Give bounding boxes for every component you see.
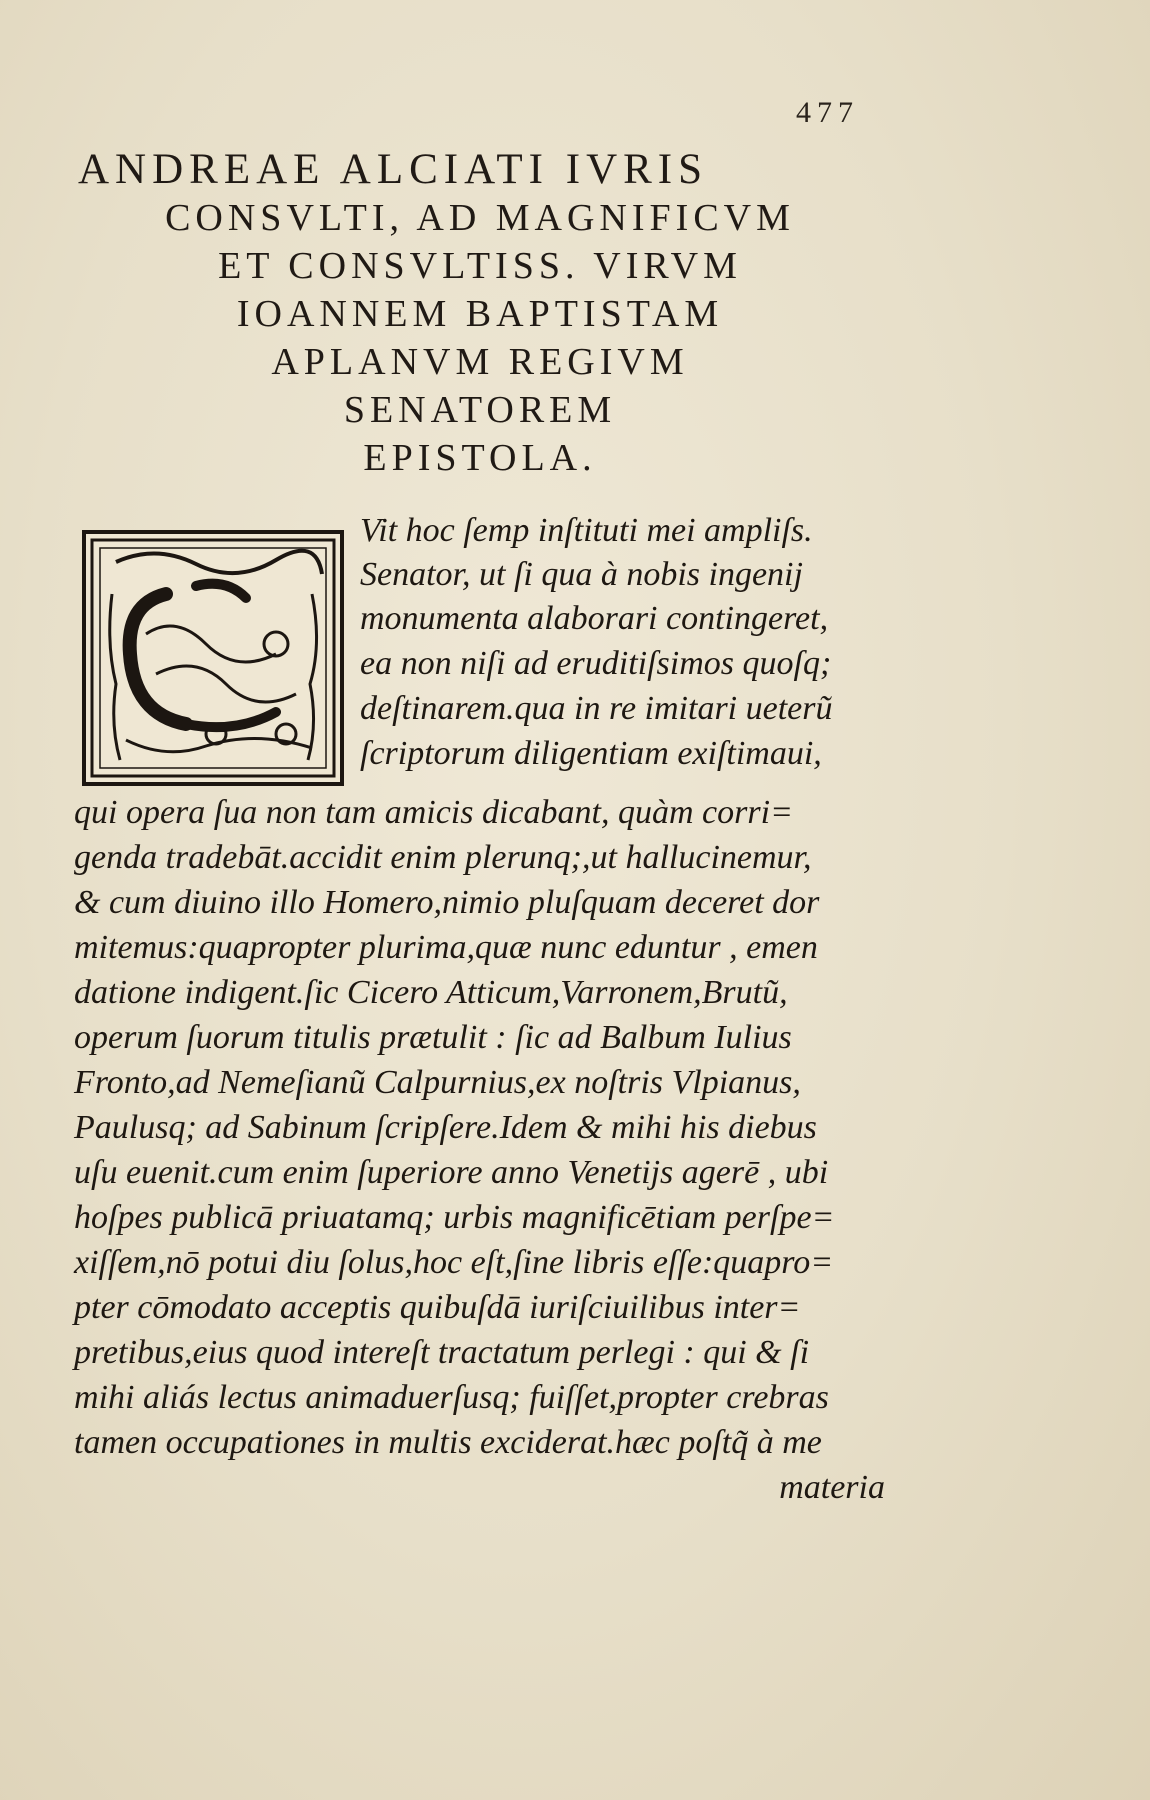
body-line: hoſpes publicā priuatamq; urbis magnificētiam perſpe= <box>74 1199 835 1236</box>
heading-line: APLANVM REGIVM <box>271 341 689 383</box>
body-line: pretibus,eius quod intereſt tractatum perlegi : qui & ſi <box>74 1334 810 1371</box>
page-number: 477 <box>796 96 859 129</box>
heading-line: IOANNEM BAPTISTAM <box>236 293 724 335</box>
body-line: Paulusq; ad Sabinum ſcripſere.Idem & mihi his diebus <box>74 1109 817 1146</box>
heading-line: CONSVLTI, AD MAGNIFICVM <box>165 197 795 239</box>
body-line: operum ſuorum titulis prætulit : ſic ad Balbum Iulius <box>74 1019 792 1056</box>
body-line: genda tradebāt.accidit enim plerunq;,ut hallucinemur, <box>74 839 812 876</box>
epistle-heading <box>60 146 900 482</box>
woodcut-initial-icon <box>86 534 340 782</box>
body-line: monumenta alaborari contingeret, <box>360 600 829 637</box>
body-line: & cum diuino illo Homero,nimio pluſquam deceret dor <box>74 884 820 921</box>
body-line: pter cōmodato acceptis quibuſdā iuriſciuilibus inter= <box>74 1289 801 1326</box>
heading-line: SENATOREM <box>343 389 617 431</box>
body-line: datione indigent.ſic Cicero Atticum,Varronem,Brutũ, <box>74 974 788 1011</box>
heading-line: ANDREAE ALCIATI IVRIS <box>78 146 709 193</box>
decorated-initial-c <box>82 530 344 786</box>
body-line: uſu euenit.cum enim ſuperiore anno Venetijs agerē , ubi <box>74 1154 829 1191</box>
body-line: mitemus:quapropter plurima,quæ nunc eduntur , emen <box>74 929 818 966</box>
body-line: Senator, ut ſi qua à nobis ingenij <box>360 556 803 593</box>
body-line: xiſſem,nō potui diu ſolus,hoc eſt,ſine libris eſſe:quapro= <box>74 1244 834 1281</box>
heading-line: EPISTOLA. <box>363 437 597 479</box>
body-line: tamen occupationes in multis exciderat.hæc poſtq̃ à me <box>74 1424 822 1461</box>
catchword: materia <box>779 1469 885 1506</box>
body-line: qui opera ſua non tam amicis dicabant, quàm corri= <box>74 794 793 831</box>
body-line: mihi aliás lectus animaduerſusq; fuiſſet,propter crebras <box>74 1379 829 1416</box>
body-line: ſcriptorum diligentiam exiſtimaui, <box>360 735 822 772</box>
body-line: ea non niſi ad eruditiſsimos quoſq; <box>360 645 832 682</box>
heading-line: ET CONSVLTISS. VIRVM <box>218 245 742 287</box>
body-line: Vit hoc ſemp inſtituti mei ampliſs. <box>360 512 813 549</box>
body-line: deſtinarem.qua in re imitari ueterũ <box>360 690 833 727</box>
body-line: Fronto,ad Nemeſianũ Calpurnius,ex noſtris Vlpianus, <box>74 1064 801 1101</box>
